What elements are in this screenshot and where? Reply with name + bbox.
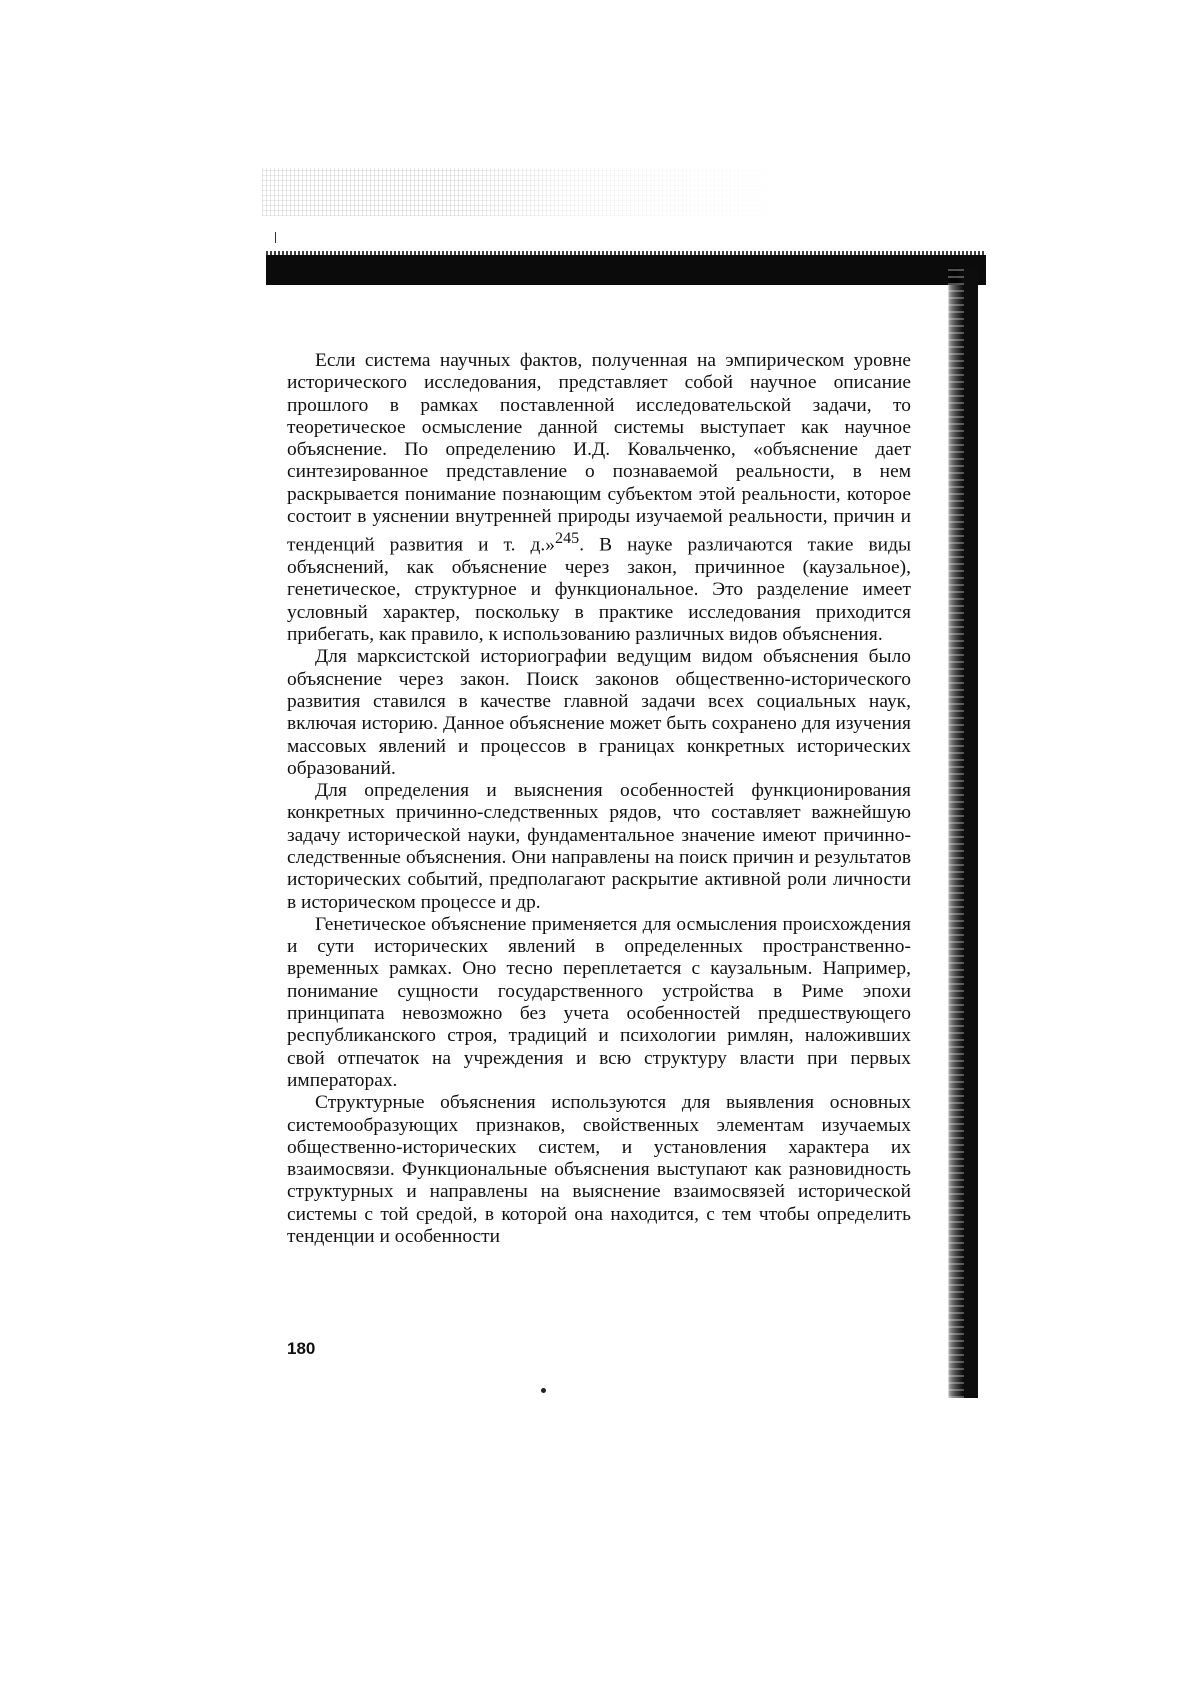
body-text <box>287 350 911 1248</box>
footnote-ref: 245 <box>554 530 580 548</box>
paragraph-text-continued: . В науке различаются такие виды объяснений, как объяснение через закон, причинное (каузальное), генетическое, структурное и функциональное. Это разделение имеет условный характер, поскольку в практике исследования приходится прибегать, как правило, к использованию различных видов объяснения. <box>287 534 912 646</box>
scan-speck <box>541 1388 546 1393</box>
paragraph-2: Для марксистской историографии ведущим видом объяснения было объяснение через закон. Поиск законов общественно-исторического развития ставился в качестве главной задачи всех социальных наук, включая историю. Данное объяснение может быть сохранено для изучения массовых явлений и процессов в границах конкретных исторических образований. <box>287 646 911 779</box>
paragraph-1 <box>287 350 911 646</box>
scan-noise <box>262 168 822 216</box>
scan-mark <box>275 232 276 243</box>
paragraph-5: Структурные объяснения используются для выявления основных системообразующих признаков, свойственных элементам изучаемых общественно-исторических систем, и установления характера их взаимосвязи. Функциональные объяснения выступают как разновидность структурных и направлены на выяснение взаимосвязей исторической системы с той средой, в которой она находится, с тем чтобы определить тенденции и особенности <box>287 1092 911 1248</box>
paragraph-3: Для определения и выяснения особенностей функционирования конкретных причинно-следственных рядов, что составляет важнейшую задачу исторической науки, фундаментальное значение имеют причинно-следственные объяснения. Они направлены на поиск причин и результатов исторических событий, предполагают раскрытие активной роли личности в историческом процессе и др. <box>287 780 911 913</box>
top-rule <box>266 255 986 285</box>
paragraph-4: Генетическое объяснение применяется для осмысления происхождения и сути исторических явлений в определенных пространственно-временных рамках. Оно тесно переплетается с каузальным. Например, понимание сущности государственного устройства в Риме эпохи принципата невозможно без учета особенностей предшествующего республиканского строя, традиций и психологии римлян, наложивших свой отпечаток на учреждения и всю структуру власти при первых императорах. <box>287 913 911 1091</box>
paragraph-text: Если система научных фактов, полученная на эмпирическом уровне исторического исследования, представляет собой научное описание прошлого в рамках поставленной исследовательской задачи, то теоретическое осмысление данной системы выступает как научное объяснение. По определению И.Д. Ковальченко, «объяснение дает синтезированное представление о познаваемой реальности, в нем раскрывается понимание познающим субъектом этой реальности, которое состоит в уяснении внутренней природы изучаемой реальности, причин и тенденций развития и т. д.» <box>287 350 911 556</box>
page-number: 180 <box>287 1339 316 1358</box>
scan-edge-shadow <box>948 268 978 1398</box>
